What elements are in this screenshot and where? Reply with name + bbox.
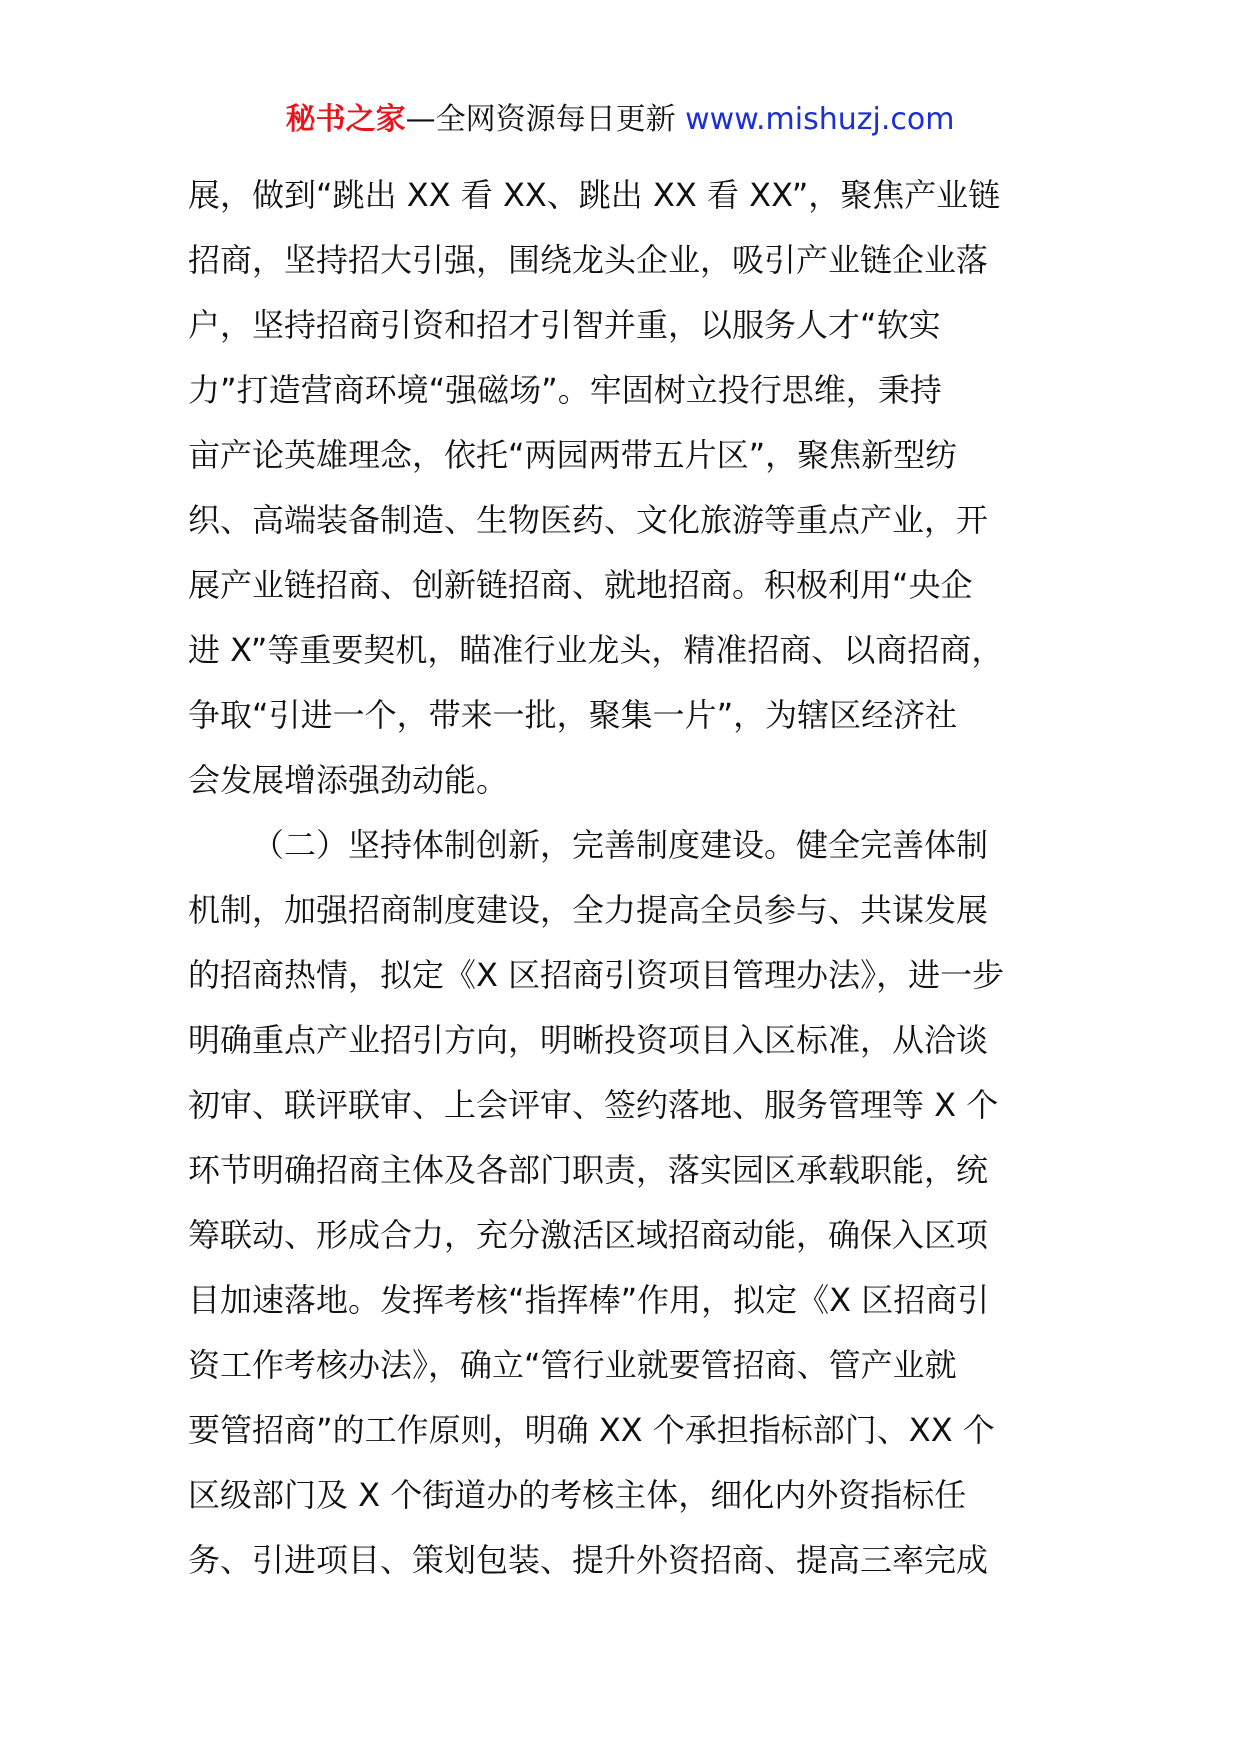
body-line: 亩产论英雄理念，依托“两园两带五片区”，聚焦新型纺 xyxy=(188,436,958,474)
body-line: 展产业链招商、创新链招商、就地招商。积极利用“央企 xyxy=(188,566,973,604)
body-line: 会发展增添强劲动能。 xyxy=(188,761,509,799)
document-body xyxy=(188,163,1054,1593)
body-line: 初审、联评联审、上会评审、签约落地、服务管理等 X 个 xyxy=(188,1086,999,1124)
body-line: 招商，坚持招大引强，围绕龙头企业，吸引产业链企业落 xyxy=(188,241,989,279)
body-line: 要管招商”的工作原则，明确 XX 个承担指标部门、XX 个 xyxy=(188,1411,995,1449)
body-line: 户，坚持招商引资和招才引智并重，以服务人才“软实 xyxy=(188,306,941,344)
body-line: 资工作考核办法》，确立“管行业就要管招商、管产业就 xyxy=(188,1346,957,1384)
body-line: 机制，加强招商制度建设，全力提高全员参与、共谋发展 xyxy=(188,891,989,929)
body-line: 力”打造营商环境“强磁场”。牢固树立投行思维，秉持 xyxy=(188,371,942,409)
body-line: 目加速落地。发挥考核“指挥棒”作用，拟定《X 区招商引 xyxy=(188,1281,990,1319)
body-line: 区级部门及 X 个街道办的考核主体，细化内外资指标任 xyxy=(188,1476,967,1514)
header-url[interactable]: www.mishuzj.com xyxy=(685,102,955,137)
body-line: 争取“引进一个，带来一批，聚集一片”，为辖区经济社 xyxy=(188,696,958,734)
body-line: 织、高端装备制造、生物医药、文化旅游等重点产业，开 xyxy=(188,501,989,539)
section-heading-line: （二）坚持体制创新，完善制度建设。健全完善体制 xyxy=(252,826,989,864)
body-line: 明确重点产业招引方向，明晰投资项目入区标准，从洽谈 xyxy=(188,1021,989,1059)
body-line: 的招商热情，拟定《X 区招商引资项目管理办法》，进一步 xyxy=(188,956,1005,994)
body-line: 展，做到“跳出 XX 看 XX、跳出 XX 看 XX”，聚焦产业链 xyxy=(188,176,1001,214)
body-line: 环节明确招商主体及各部门职责，落实园区承载职能，统 xyxy=(188,1151,989,1189)
body-line: 进 X”等重要契机，瞄准行业龙头，精准招商、以商招商， xyxy=(188,631,1004,669)
body-line: 务、引进项目、策划包装、提升外资招商、提高三率完成 xyxy=(188,1541,989,1579)
header-slogan: —全网资源每日更新 xyxy=(405,102,676,137)
watermark-header xyxy=(0,100,1240,140)
header-brand: 秘书之家 xyxy=(285,102,406,137)
body-line: 筹联动、形成合力，充分激活区域招商动能，确保入区项 xyxy=(188,1216,989,1254)
